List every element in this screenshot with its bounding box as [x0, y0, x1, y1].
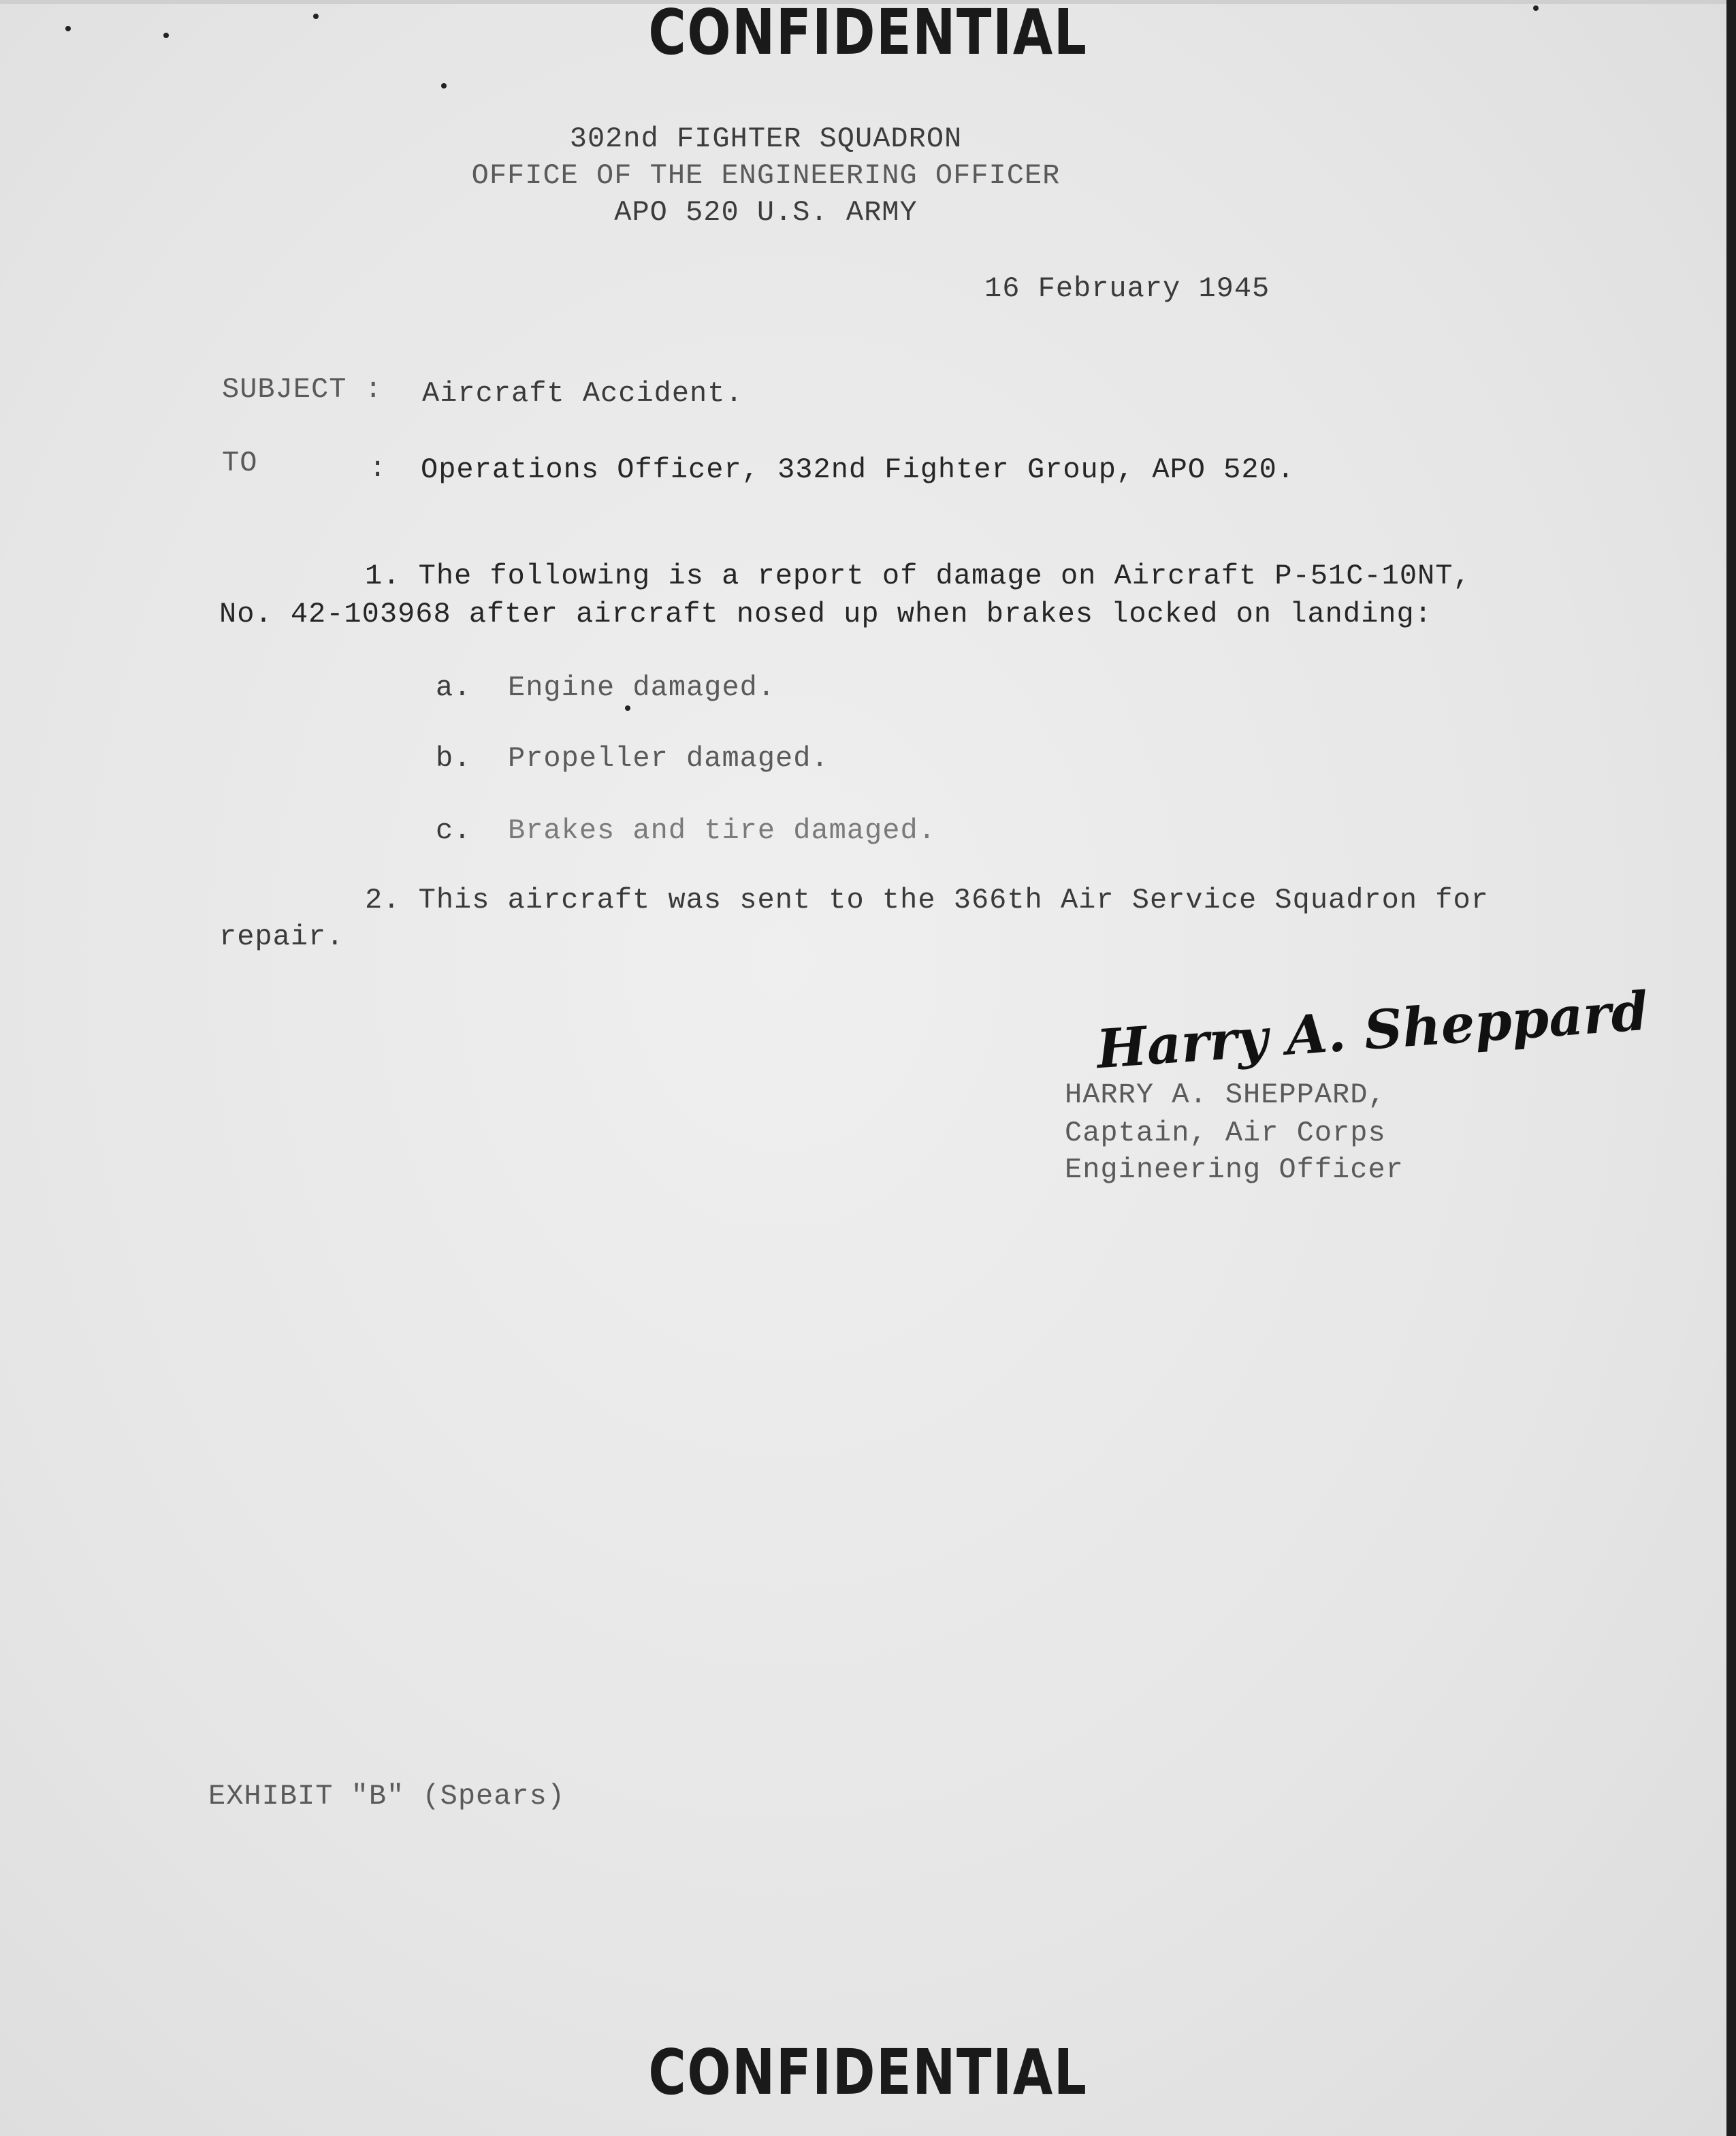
to-label: TO — [222, 447, 258, 479]
scan-speck — [625, 705, 630, 711]
to-colon: : — [369, 452, 387, 485]
exhibit-label: EXHIBIT "B" (Spears) — [208, 1780, 566, 1813]
paragraph-1-line-2: No. 42-103968 after aircraft nosed up when brakes locked on landing: — [219, 598, 1432, 631]
item-c-text: Brakes and tire damaged. — [508, 814, 936, 847]
subject-text: Aircraft Accident. — [422, 377, 743, 410]
subject-label: SUBJECT : — [222, 373, 383, 406]
signer-title: Engineering Officer — [1065, 1153, 1404, 1186]
signer-name: HARRY A. SHEPPARD, — [1065, 1079, 1386, 1111]
scan-speck — [441, 83, 447, 89]
scan-right-edge — [1726, 0, 1736, 2136]
item-b-label: b. — [436, 742, 472, 775]
header-squadron: 302nd FIGHTER SQUADRON — [569, 123, 963, 155]
paragraph-1-line-1: 1. The following is a report of damage on Aircraft P-51C-10NT, — [365, 560, 1471, 592]
header-apo: APO 520 U.S. ARMY — [614, 196, 918, 229]
confidential-stamp-top: CONFIDENTIAL — [648, 0, 1088, 69]
item-c-label: c. — [436, 814, 472, 847]
header-office: OFFICE OF THE ENGINEERING OFFICER — [471, 159, 1061, 192]
to-text: Operations Officer, 332nd Fighter Group, APO 520. — [421, 453, 1296, 486]
item-a-label: a. — [436, 671, 472, 704]
scan-speck — [65, 26, 71, 31]
confidential-stamp-bottom: CONFIDENTIAL — [648, 2036, 1088, 2109]
handwritten-signature: Harry A. Sheppard — [1094, 980, 1650, 1081]
paragraph-2-line-1: 2. This aircraft was sent to the 366th Air Service Squadron for — [365, 884, 1489, 916]
paragraph-2-line-2: repair. — [219, 921, 344, 953]
signer-rank: Captain, Air Corps — [1065, 1117, 1386, 1149]
document-date: 16 February 1945 — [984, 272, 1270, 305]
item-a-text: Engine damaged. — [508, 671, 776, 704]
item-b-text: Propeller damaged. — [508, 742, 829, 775]
